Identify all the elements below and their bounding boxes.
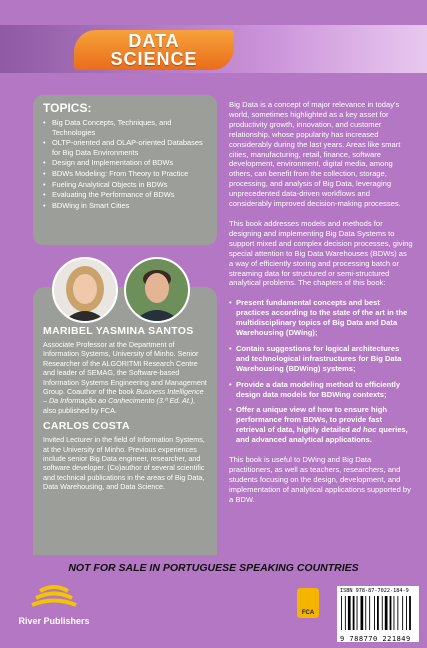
logo-line2: SCIENCE	[110, 49, 198, 69]
publisher-logo	[14, 585, 94, 626]
bullet4-text: Offer a unique view of how to ensure high performance from BDWs, to provide fast retrieval of data, highly detailed	[236, 405, 388, 435]
topic-item: • BDWs Modeling: From Theory to Practice	[43, 169, 207, 179]
topic-item: • BDWing in Smart Cities	[43, 201, 207, 211]
sale-notice: NOT FOR SALE IN PORTUGUESE SPEAKING COUNTRIES	[68, 562, 359, 574]
author-bio-1-text: Associate Professor at the Department of Information Systems, University of Minho. Senior Researcher of the ALGORITMI Research Centre and leader of SEMAG, the Software-based Information Systems Engineering and Management Group. Coauthor of the book	[43, 340, 207, 397]
book-description	[229, 100, 413, 515]
river-waves-icon	[14, 585, 94, 611]
author-bio-1-book: Business Intelligence – Da Informação ao Conhecimento (3.ª Ed. At.),	[43, 387, 204, 406]
description-p2: This book addresses models and methods for designing and implementing Big Data Systems to support mixed and complex decision processes, giving special attention to Big Data Warehouses (BDWs) as a way of efficiently storing and processing batch or streaming data for structured or semi-structured analytical problems. The chapters of this book:	[229, 218, 413, 288]
topic-item: • Design and Implementation of BDWs	[43, 158, 207, 168]
publisher-name: River Publishers	[18, 616, 90, 626]
description-bullet: • Present fundamental concepts and best practices according to the state of the art in the multidisciplinary topics of Big Data and Data Warehousing (DWing);	[229, 298, 413, 338]
description-bullet: • Provide a data modeling method to efficiently design data models for BDWing contexts;	[229, 380, 413, 400]
topics-box	[33, 95, 217, 245]
topic-item: • Evaluating the Performance of BDWs	[43, 190, 207, 200]
topic-item: • Big Data Concepts, Techniques, and Technologies	[43, 118, 207, 137]
author-bio-2: Invited Lecturer in the field of Information Systems, at the University of Minho. Previous experiences include senior Big Data engineer, researcher, and software developer. (Co)author of several scientific and technical publications in the areas of Big Data, Data Warehousing, and Data Science.	[43, 435, 205, 492]
barcode-number: 9 788770 221849	[340, 635, 411, 643]
fca-logo-text: FCA	[301, 610, 315, 616]
description-p1: Big Data is a concept of major relevance in today's world, sometimes highlighted as a key asset for productivity growth, innovation, and customer relationship, whose popularity has increased considerably during the last years. Areas like smart cities, manufacturing, retail, finance, software development, environment, digital media, among others, can benefit from the collection, storage, processing, and analysis of Big Data, leveraging unprecedented data-driven workflows and considerably improved decision-making processes.	[229, 100, 401, 209]
author-name-2: CARLOS COSTA	[43, 420, 130, 433]
isbn-barcode	[337, 586, 419, 642]
description-bullet: • Contain suggestions for logical architectures and technological infrastructures for Big Data Warehousing (BDWing) systems;	[229, 344, 413, 374]
description-bullets	[229, 298, 413, 445]
author-photo-santos	[52, 257, 118, 323]
description-bullet	[229, 405, 413, 445]
isbn-text: ISBN 978-87-7022-184-9	[340, 588, 409, 594]
logo-line1: DATA	[128, 31, 180, 51]
bullet4-italic: ad hoc	[352, 425, 377, 435]
author-photo-costa	[124, 257, 190, 323]
bullet4-tail: queries, and advanced analytical applications.	[236, 425, 408, 445]
topics-heading: TOPICS:	[43, 101, 92, 115]
author-bio-1	[43, 340, 207, 415]
authors-box	[33, 287, 217, 555]
description-p3: This book is useful to DWing and Big Data practitioners, as well as teachers, researchers, and students focusing on the design, development, and implementation of analytical applications supported by a BDW.	[229, 455, 411, 504]
author-name-1: MARIBEL YASMINA SANTOS	[43, 325, 194, 337]
topic-item: • OLTP-oriented and OLAP-oriented Databases for Big Data Environments	[43, 138, 207, 157]
topic-item: • Fueling Analytical Objects in BDWs	[43, 180, 207, 190]
fca-logo	[297, 588, 319, 618]
barcode-bars	[340, 596, 416, 630]
data-science-logo	[74, 30, 234, 70]
author-bio-1-tail: also published by FCA.	[43, 405, 117, 415]
topics-list	[43, 118, 207, 210]
